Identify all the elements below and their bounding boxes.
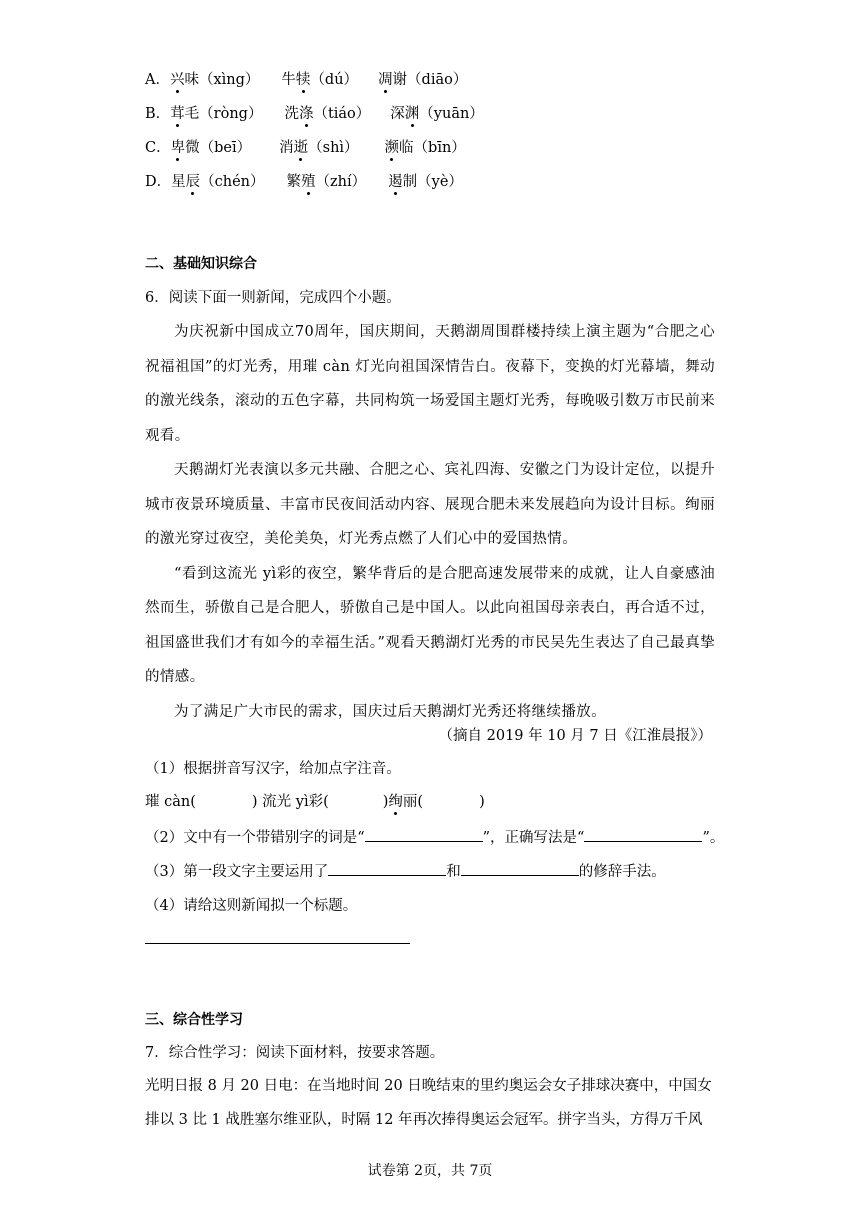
page-footer: 试卷第 2页，共 7页 bbox=[367, 1163, 493, 1179]
fill-in-pinyin: 璀 càn( ) 流光 yì彩( )绚丽( ) bbox=[145, 794, 485, 810]
option-d: D．星辰（chén） 繁殖（zhí） 遏制（yè） bbox=[145, 174, 463, 190]
answer-blank-wrong-word[interactable] bbox=[365, 827, 483, 842]
news-paragraph-3: “看到这流光 yì彩的夜空，繁华背后的是合肥高速发展带来的成就，让人自豪感油然而生，骄傲自己是合肥人，骄傲自己是中国人。以此向祖国母亲表白，再合适不过，祖国盛世我们才有如今的幸福生活。”观看天鹅湖灯光秀的市民吴先生表达了自己最真挚的情感。 bbox=[145, 565, 715, 685]
sub-question-4: （4）请给这则新闻拟一个标题。 bbox=[145, 898, 358, 914]
answer-blank-device-2[interactable] bbox=[461, 861, 579, 876]
news-source: （摘自 2019 年 10 月 7 日《江淮晨报》） bbox=[438, 728, 712, 744]
question-7: 7．综合性学习：阅读下面材料，按要求答题。 bbox=[145, 1045, 445, 1061]
section-heading-2: 二、基础知识综合 bbox=[145, 256, 257, 272]
answer-blank-correct-word[interactable] bbox=[584, 827, 702, 842]
news-paragraph-2: 天鹅湖灯光表演以多元共融、合肥之心、宾礼四海、安徽之门为设计定位，以提升城市夜景环境质量、丰富市民夜间活动内容、展现合肥未来发展趋向为设计目标。绚丽的激光穿过夜空，美伦美奂，灯光秀点燃了人们心中的爱国热情。 bbox=[145, 462, 715, 547]
answer-blank-device-1[interactable] bbox=[328, 861, 446, 876]
question-7-text-line-2: 排以 3 比 1 战胜塞尔维亚队，时隔 12 年再次捧得奥运会冠军。拼字当头，方得万千风 bbox=[145, 1112, 703, 1128]
question-7-text-line-1: 光明日报 8 月 20 日电：在当地时间 20 日晚结束的里约奥运会女子排球决赛中，中国女 bbox=[145, 1078, 712, 1094]
section-heading-3: 三、综合性学习 bbox=[145, 1012, 243, 1028]
option-b: B．茸毛（ròng） 洗涤（tiáo） 深渊（yuān） bbox=[145, 106, 484, 122]
sub-question-2: （2）文中有一个带错别字的词是“ ”，正确写法是“ ”。 bbox=[145, 827, 724, 848]
news-article bbox=[145, 315, 715, 729]
question-6: 6．阅读下面一则新闻，完成四个小题。 bbox=[145, 290, 401, 306]
answer-line-title[interactable] bbox=[145, 943, 410, 944]
sub-question-1: （1）根据拼音写汉字，给加点字注音。 bbox=[145, 761, 401, 777]
news-paragraph-1: 为庆祝新中国成立70周年，国庆期间，天鹅湖周围群楼持续上演主题为“合肥之心祝福祖国”的灯光秀，用璀 càn 灯光向祖国深情告白。夜幕下，变换的灯光幕墙，舞动的激光线条，滚动的五色字幕，共同构筑一场爱国主题灯光秀，每晚吸引数万市民前来观看。 bbox=[145, 324, 715, 444]
option-a: A．兴味（xìng） 牛犊（dú） 凋谢（diāo） bbox=[145, 72, 468, 88]
sub-question-3: （3）第一段文字主要运用了 和 的修辞手法。 bbox=[145, 861, 666, 882]
option-c: C．卑微（beī） 消逝（shì） 濒临（bīn） bbox=[145, 140, 466, 156]
news-paragraph-4: 为了满足广大市民的需求，国庆过后天鹅湖灯光秀还将继续播放。 bbox=[174, 703, 607, 720]
